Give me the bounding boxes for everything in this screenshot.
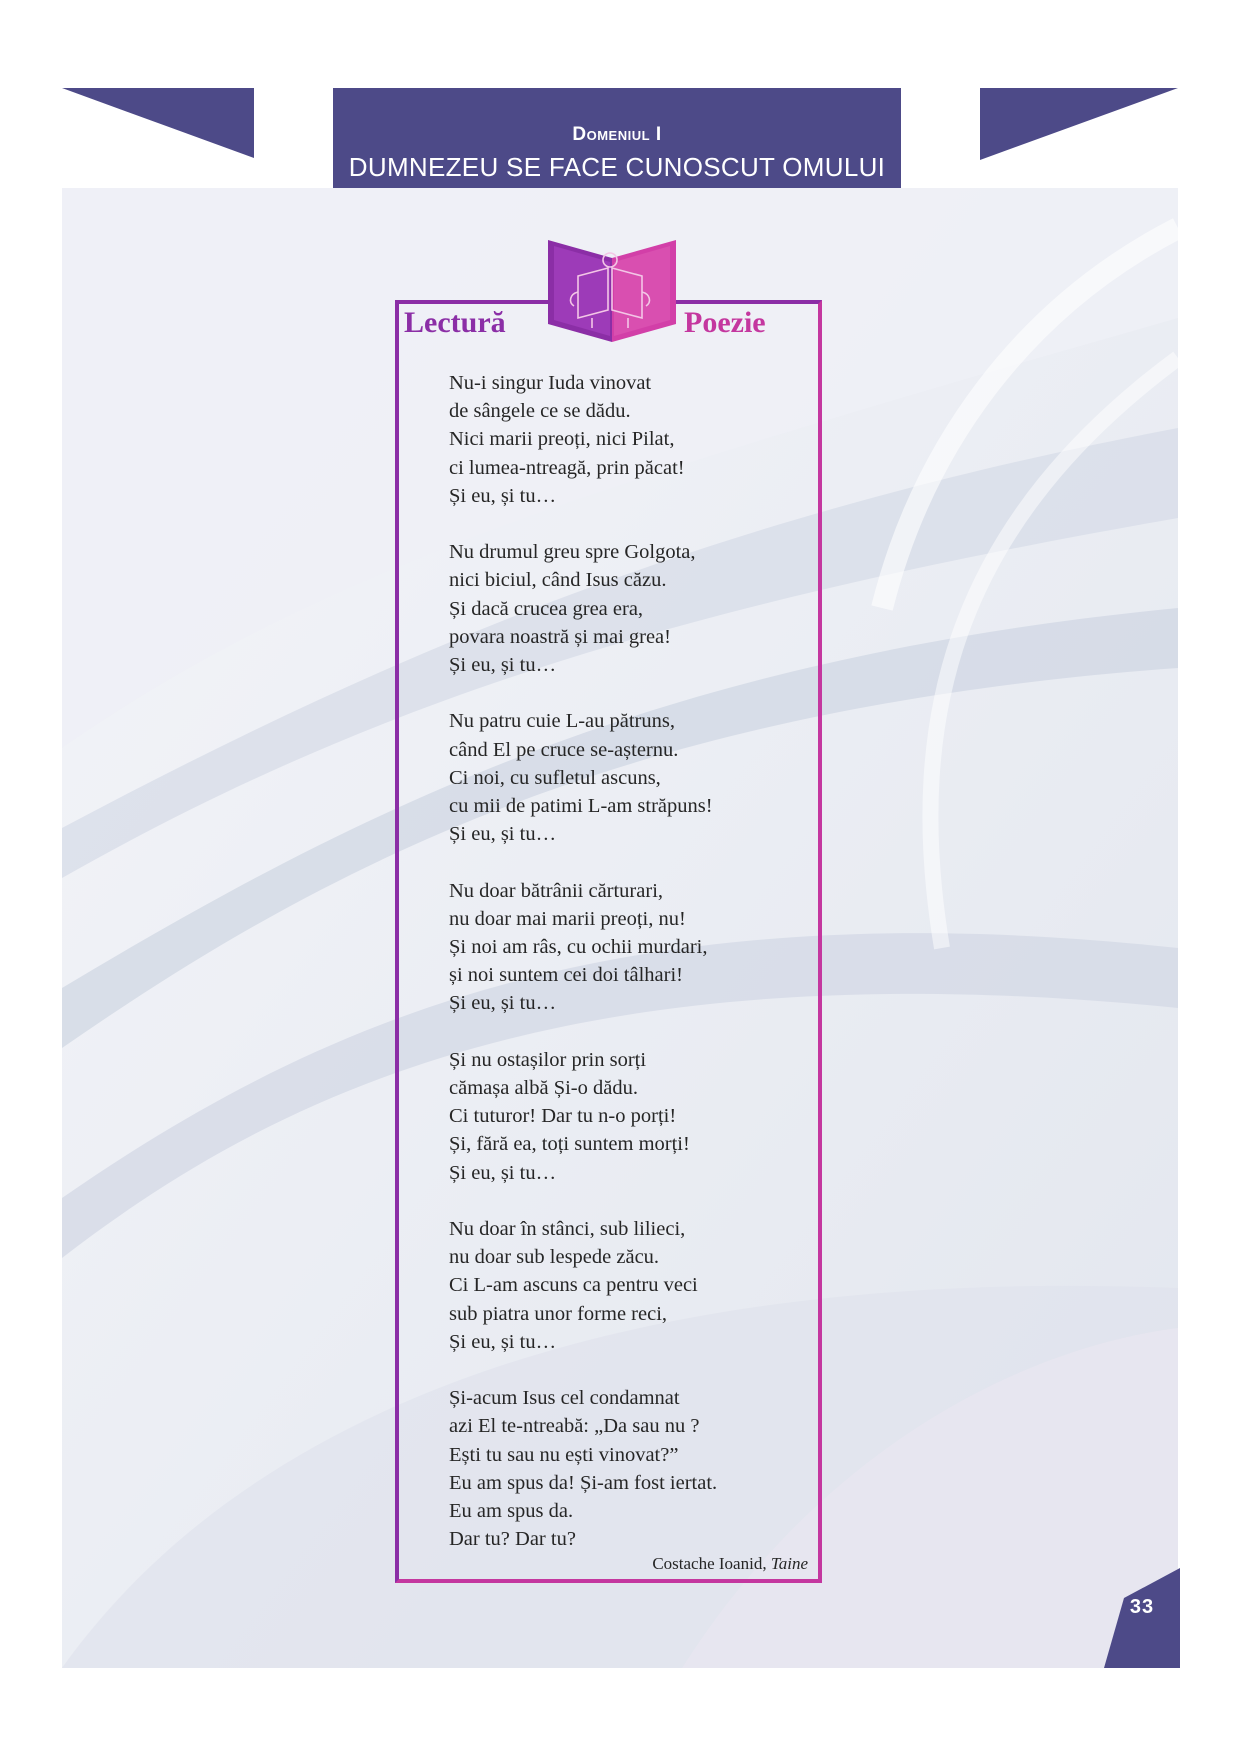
poem-refrain: Și eu, și tu…	[449, 1330, 557, 1353]
poem-refrain: Și eu, și tu…	[449, 823, 557, 846]
poem-line: Nu doar bătrânii cărturari,	[449, 879, 664, 902]
poem-line: azi El te-ntreabă: „Da sau nu ?	[449, 1415, 700, 1438]
top-right-corner-triangle	[980, 88, 1178, 160]
poem-stanza	[449, 1046, 819, 1187]
poem-line: Și, fără ea, toți suntem morți!	[449, 1133, 690, 1156]
poem-line: nici biciul, când Isus căzu.	[449, 569, 667, 592]
poem-stanza	[449, 538, 819, 679]
poem-stanza	[449, 369, 819, 510]
poem-line: Nici marii preoți, nici Pilat,	[449, 428, 675, 451]
domain-header	[333, 88, 901, 188]
poem-refrain: Și eu, și tu…	[449, 484, 557, 507]
poem-line: Ci L-am ascuns ca pentru veci	[449, 1274, 698, 1297]
poem-line: Și nu ostașilor prin sorți	[449, 1048, 647, 1071]
poem-refrain: Și eu, și tu…	[449, 654, 557, 677]
domain-title: DUMNEZEU SE FACE CUNOSCUT OMULUI	[348, 152, 886, 182]
poem-stanza	[449, 1215, 819, 1356]
poem-line: povara noastră și mai grea!	[449, 625, 671, 648]
poem-line: sub piatra unor forme reci,	[449, 1302, 668, 1325]
poezie-label: Poezie	[684, 306, 766, 339]
poem-line: Eu am spus da! Și-am fost iertat.	[449, 1471, 718, 1494]
poem-author: Costache Ioanid,	[652, 1554, 767, 1573]
poem-line: Ești tu sau nu ești vinovat?”	[449, 1443, 679, 1466]
poem-line: Și noi am râs, cu ochii murdari,	[449, 936, 708, 959]
poem-line: Și dacă crucea grea era,	[449, 597, 644, 620]
top-left-corner-triangle	[62, 88, 254, 158]
poem-line: Ci noi, cu sufletul ascuns,	[449, 766, 661, 789]
domain-label: Domeniul I	[572, 124, 662, 145]
poem-line: cu mii de patimi L-am străpuns!	[449, 795, 713, 818]
poem-line: ci lumea-ntreagă, prin păcat!	[449, 456, 685, 479]
poem-stanza	[449, 1384, 819, 1553]
page-number: 33	[1129, 1596, 1155, 1618]
poem-line: și noi suntem cei doi tâlhari!	[449, 964, 683, 987]
poem-line: nu doar mai marii preoți, nu!	[449, 907, 686, 930]
poem-work-title: Taine	[770, 1554, 808, 1573]
poem-attribution	[652, 1554, 808, 1574]
poem-line: Eu am spus da.	[449, 1500, 574, 1523]
poem-text	[449, 369, 819, 1582]
poem-line: Nu drumul greu spre Golgota,	[449, 541, 696, 564]
open-book-reader-icon	[548, 232, 676, 342]
poem-line: nu doar sub lespede zăcu.	[449, 1246, 660, 1269]
poem-line: Și-acum Isus cel condamnat	[449, 1387, 680, 1410]
poem-line: Nu doar în stânci, sub lilieci,	[449, 1218, 686, 1241]
poem-stanza	[449, 707, 819, 848]
poem-line: Nu-i singur Iuda vinovat	[449, 372, 652, 394]
poem-line: Dar tu? Dar tu?	[449, 1528, 576, 1551]
poem-refrain: Și eu, și tu…	[449, 992, 557, 1015]
poem-line: Ci tuturor! Dar tu n-o porți!	[449, 1105, 677, 1128]
poem-refrain: Și eu, și tu…	[449, 1161, 557, 1184]
poem-line: când El pe cruce se-așternu.	[449, 738, 679, 761]
poem-line: Nu patru cuie L-au pătruns,	[449, 710, 675, 733]
poem-line: cămașa albă Și-o dădu.	[449, 1077, 638, 1100]
poem-stanza	[449, 877, 819, 1018]
poem-line: de sângele ce se dădu.	[449, 400, 631, 423]
lectura-label: Lectură	[404, 306, 506, 339]
